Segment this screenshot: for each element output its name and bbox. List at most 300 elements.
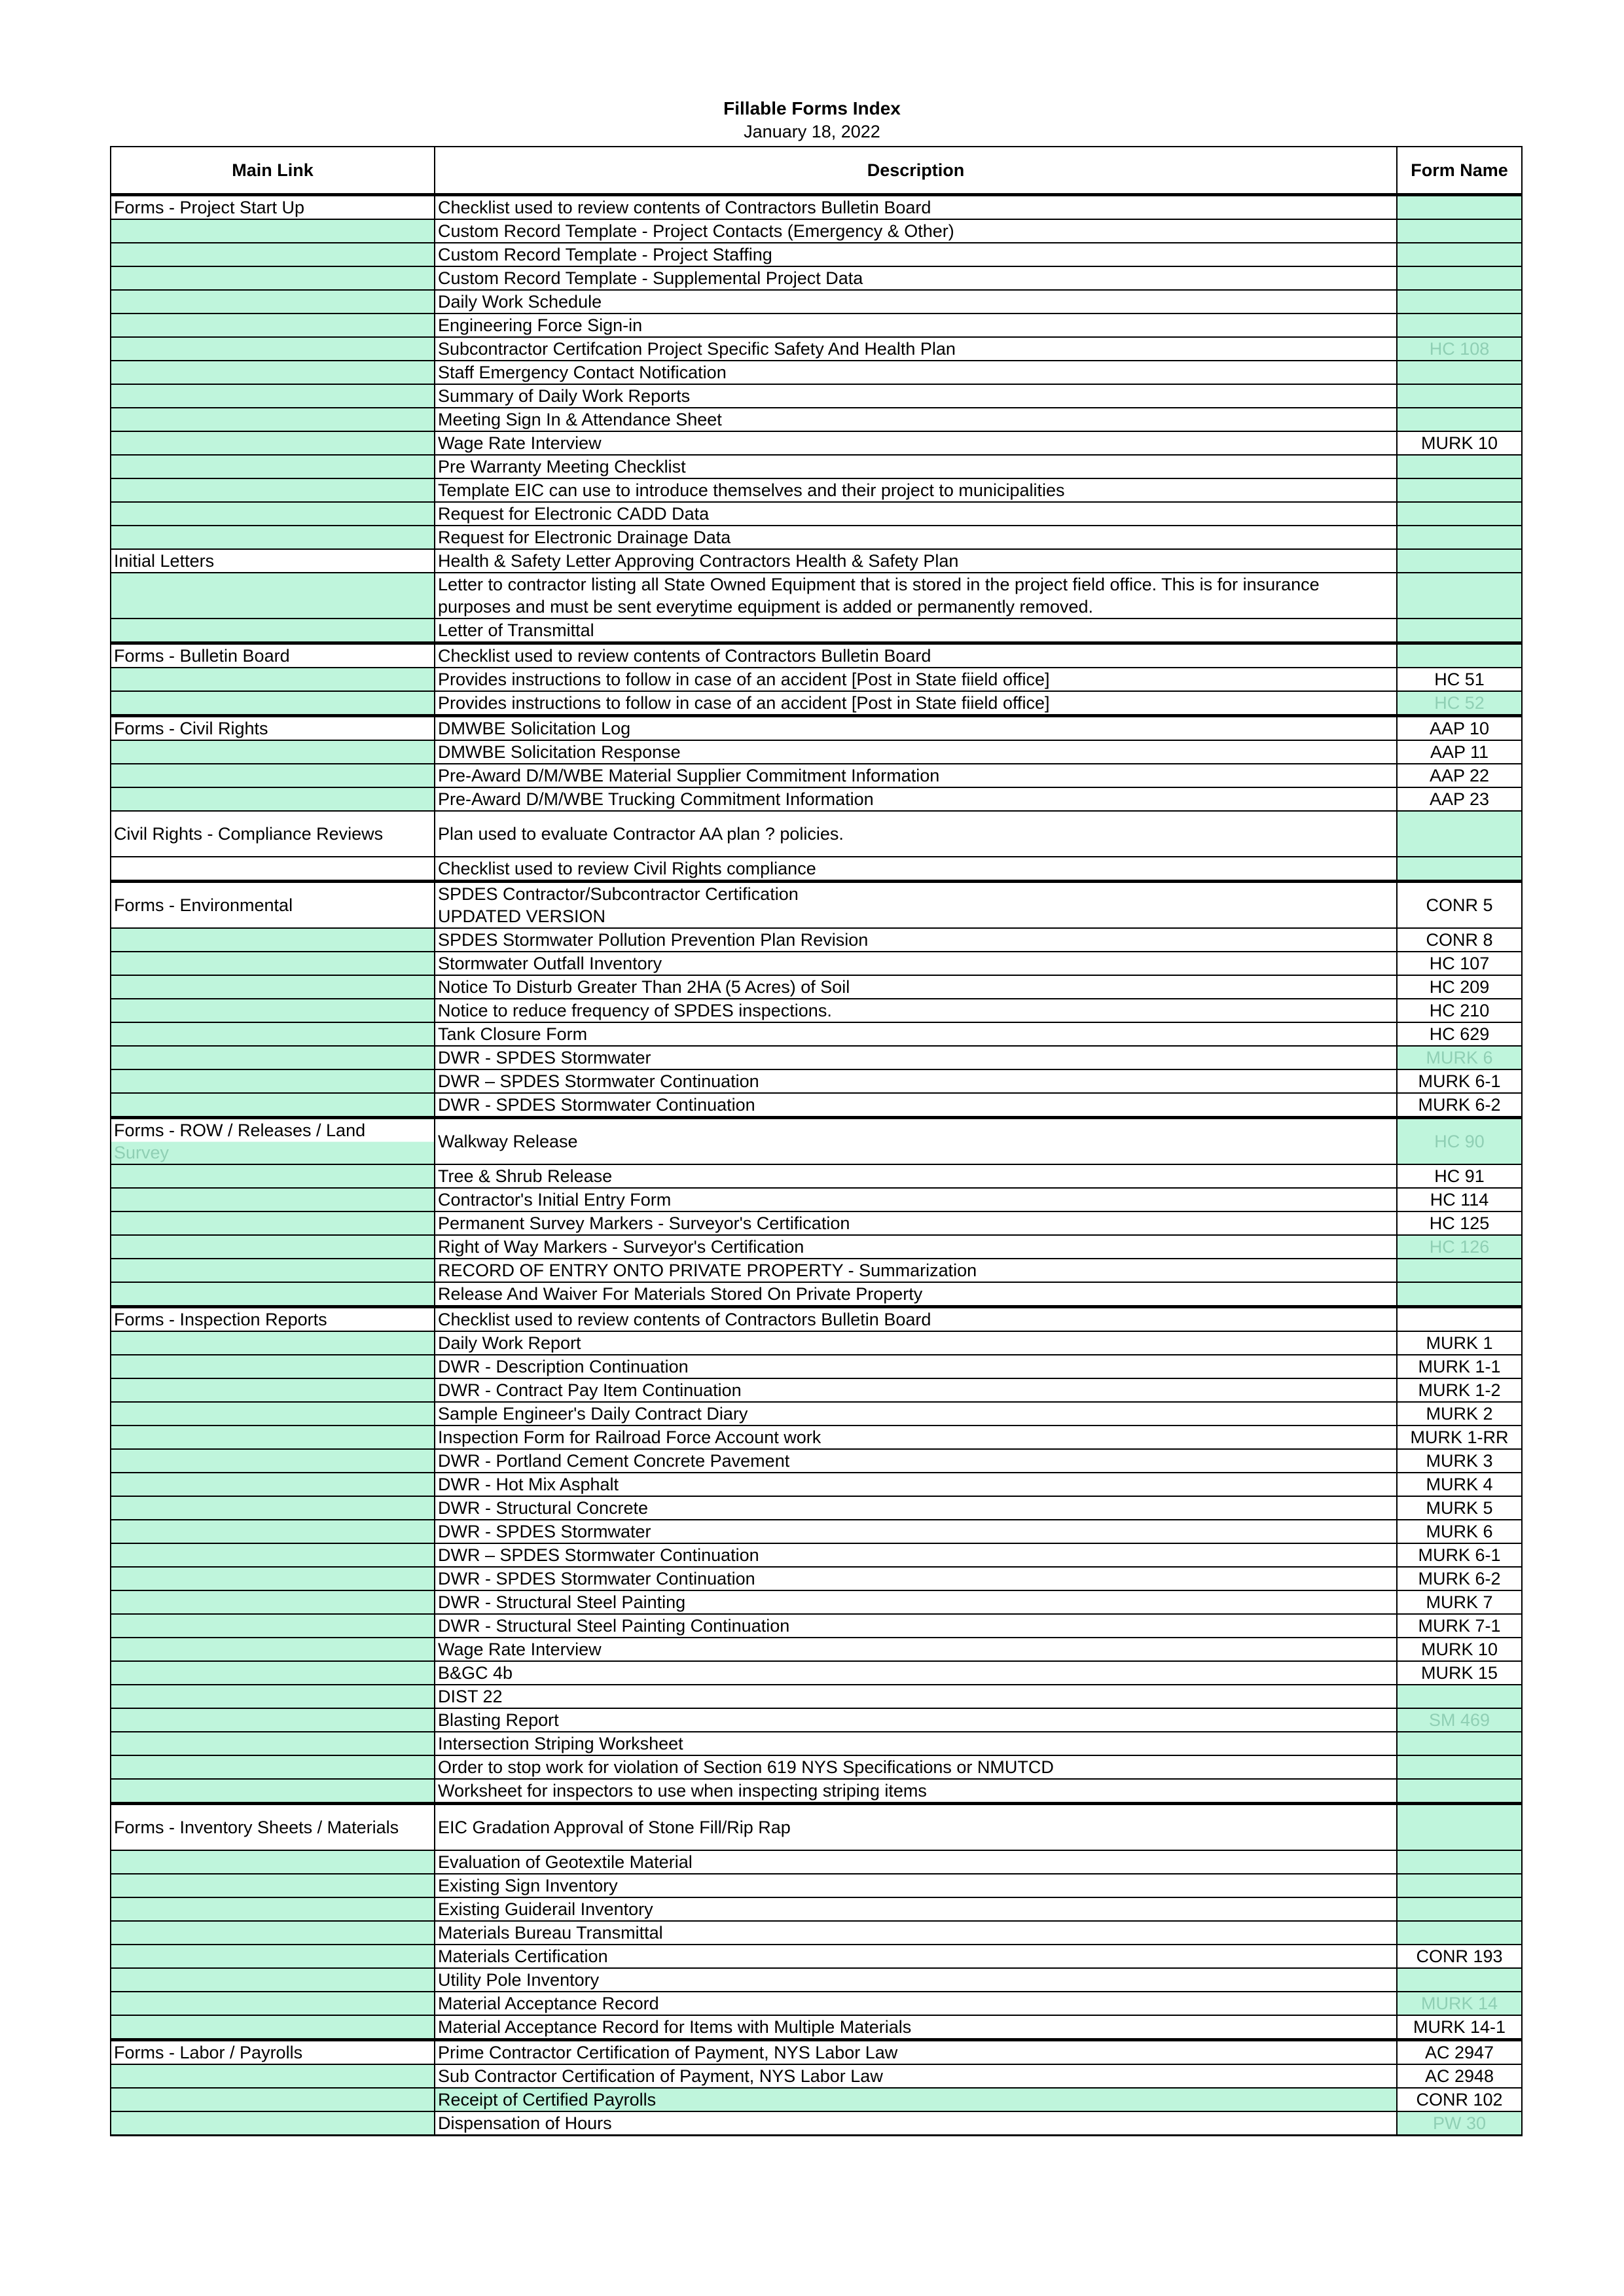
description-text[interactable]: Custom Record Template - Project Contacts (Emergency & Other)	[438, 221, 954, 241]
description-cell[interactable]	[435, 1402, 1397, 1426]
form-name-cell[interactable]	[1397, 2015, 1522, 2040]
description-cell[interactable]	[435, 1567, 1397, 1590]
form-name-cell[interactable]	[1397, 1355, 1522, 1378]
description-text[interactable]: SPDES Stormwater Pollution Prevention Plan Revision	[438, 930, 869, 950]
form-name-cell[interactable]	[1397, 2040, 1522, 2065]
form-name-text[interactable]: MURK 7	[1426, 1592, 1493, 1612]
description-text[interactable]: RECORD OF ENTRY ONTO PRIVATE PROPERTY - Summarization	[438, 1261, 977, 1280]
description-text[interactable]: Existing Sign Inventory	[438, 1876, 618, 1895]
description-cell[interactable]	[435, 2111, 1397, 2136]
description-text[interactable]: DWR - Portland Cement Concrete Pavement	[438, 1451, 790, 1471]
description-text[interactable]: Stormwater Outfall Inventory	[438, 954, 662, 973]
description-cell[interactable]	[435, 1378, 1397, 1402]
form-name-cell[interactable]	[1397, 1235, 1522, 1259]
description-text[interactable]: DWR – SPDES Stormwater Continuation	[438, 1071, 759, 1091]
description-text[interactable]: DWR - SPDES Stormwater Continuation	[438, 1095, 755, 1115]
form-name-cell[interactable]	[1397, 1164, 1522, 1188]
description-text[interactable]: DWR - Structural Concrete	[438, 1498, 649, 1518]
form-name-text[interactable]: AC 2948	[1424, 2066, 1494, 2086]
description-text[interactable]: Checklist used to review Civil Rights compliance	[438, 859, 816, 878]
main-link-text[interactable]: Civil Rights - Compliance Reviews	[114, 824, 384, 844]
description-text[interactable]: Letter of Transmittal	[438, 620, 594, 640]
form-name-text[interactable]: AAP 23	[1429, 789, 1490, 809]
table-row	[111, 1449, 1522, 1473]
form-name-cell[interactable]	[1397, 1945, 1522, 1968]
form-name-text[interactable]: HC 91	[1434, 1166, 1485, 1186]
description-cell[interactable]	[435, 1590, 1397, 1614]
description-text[interactable]: DWR - SPDES Stormwater	[438, 1048, 651, 1067]
main-link-cell	[111, 1567, 435, 1590]
table-row	[111, 1402, 1522, 1426]
main-link-cell	[111, 1259, 435, 1282]
form-name-text[interactable]: AAP 22	[1429, 766, 1490, 785]
description-text[interactable]: Sample Engineer's Daily Contract Diary	[438, 1404, 748, 1424]
description-text[interactable]: Template EIC can use to introduce themselves and their project to municipalities	[438, 480, 1065, 500]
description-cell[interactable]	[435, 1850, 1397, 1874]
form-name-cell[interactable]	[1397, 787, 1522, 811]
description-text[interactable]: Provides instructions to follow in case of an accident [Post in State fiield office]	[438, 693, 1050, 713]
form-name-text[interactable]: MURK 14-1	[1413, 2017, 1506, 2037]
description-text[interactable]: Subcontractor Certifcation Project Specific Safety And Health Plan	[438, 339, 956, 359]
form-name-text[interactable]: MURK 5	[1426, 1498, 1493, 1518]
form-name-text[interactable]: HC 629	[1429, 1024, 1490, 1044]
form-name-cell[interactable]	[1397, 1992, 1522, 2015]
form-name-text[interactable]: AC 2947	[1424, 2043, 1494, 2062]
form-name-text[interactable]: MURK 6-2	[1418, 1569, 1501, 1588]
form-name-text[interactable]: HC 90	[1434, 1132, 1485, 1151]
description-cell[interactable]	[435, 716, 1397, 741]
form-name-cell	[1397, 643, 1522, 668]
form-name-cell[interactable]	[1397, 1590, 1522, 1614]
description-text[interactable]: DWR - Structural Steel Painting Continuation	[438, 1616, 790, 1636]
description-text[interactable]: Custom Record Template - Supplemental Project Data	[438, 268, 863, 288]
description-cell[interactable]	[435, 1093, 1397, 1118]
form-name-cell	[1397, 1307, 1522, 1332]
description-text[interactable]: Request for Electronic Drainage Data	[438, 528, 731, 547]
description-text[interactable]: Receipt of Certified Payrolls	[438, 2090, 657, 2109]
description-text[interactable]: Prime Contractor Certification of Payment, NYS Labor Law	[438, 2043, 898, 2062]
description-cell[interactable]	[435, 1685, 1397, 1708]
description-cell[interactable]	[435, 384, 1397, 408]
description-text[interactable]: Daily Work Report	[438, 1333, 581, 1353]
main-link-text[interactable]: Forms - Project Start Up	[114, 198, 305, 217]
form-name-cell	[1397, 619, 1522, 643]
form-name-text[interactable]: AAP 10	[1429, 719, 1490, 738]
form-name-cell[interactable]	[1397, 1331, 1522, 1355]
description-text[interactable]: Evaluation of Geotextile Material	[438, 1852, 693, 1872]
description-cell[interactable]	[435, 1282, 1397, 1307]
form-name-text[interactable]: MURK 10	[1420, 433, 1498, 453]
description-text[interactable]: Materials Bureau Transmittal	[438, 1923, 663, 1943]
form-name-text[interactable]: CONR 102	[1416, 2090, 1503, 2109]
description-cell[interactable]	[435, 1945, 1397, 1968]
table-row	[111, 1331, 1522, 1355]
form-name-text[interactable]: MURK 4	[1426, 1475, 1493, 1494]
description-text[interactable]: Pre-Award D/M/WBE Material Supplier Commitment Information	[438, 766, 940, 785]
description-cell[interactable]	[435, 1874, 1397, 1897]
description-cell[interactable]	[435, 1164, 1397, 1188]
description-text[interactable]: Dispensation of Hours	[438, 2113, 612, 2133]
description-cell[interactable]	[435, 857, 1397, 882]
description-text[interactable]: DWR - Description Continuation	[438, 1357, 689, 1376]
description-text[interactable]: Blasting Report	[438, 1710, 559, 1730]
form-name-cell[interactable]	[1397, 975, 1522, 999]
form-name-text[interactable]: MURK 6	[1426, 1522, 1493, 1541]
description-text[interactable]: Material Acceptance Record for Items with Multiple Materials	[438, 2017, 912, 2037]
description-text[interactable]: Pre-Award D/M/WBE Trucking Commitment Information	[438, 789, 874, 809]
description-cell[interactable]	[435, 573, 1397, 619]
description-cell[interactable]	[435, 478, 1397, 502]
form-name-text[interactable]: MURK 2	[1426, 1404, 1493, 1424]
description-cell[interactable]	[435, 549, 1397, 573]
description-cell[interactable]	[435, 1069, 1397, 1093]
main-link-cell[interactable]	[111, 549, 435, 573]
description-cell[interactable]	[435, 1708, 1397, 1732]
description-cell[interactable]	[435, 502, 1397, 526]
description-text[interactable]: Checklist used to review contents of Contractors Bulletin Board	[438, 646, 931, 666]
description-cell[interactable]	[435, 1520, 1397, 1543]
main-link-text[interactable]: Forms - Environmental	[114, 895, 293, 915]
description-cell[interactable]	[435, 2015, 1397, 2040]
description-cell[interactable]	[435, 952, 1397, 975]
description-cell[interactable]	[435, 266, 1397, 290]
form-name-cell	[1397, 314, 1522, 337]
description-cell[interactable]	[435, 408, 1397, 431]
form-name-cell[interactable]	[1397, 1614, 1522, 1638]
main-link-cell[interactable]	[111, 716, 435, 741]
description-cell[interactable]	[435, 1897, 1397, 1921]
form-name-text[interactable]: MURK 15	[1420, 1663, 1498, 1683]
description-text[interactable]: Intersection Striping Worksheet	[438, 1734, 683, 1753]
description-text[interactable]: DWR - Contract Pay Item Continuation	[438, 1380, 742, 1400]
description-cell[interactable]	[435, 1118, 1397, 1165]
description-cell[interactable]	[435, 337, 1397, 361]
description-text[interactable]: Utility Pole Inventory	[438, 1970, 600, 1990]
description-cell[interactable]	[435, 2088, 1397, 2111]
form-name-text[interactable]: HC 108	[1429, 339, 1490, 359]
form-name-cell[interactable]	[1397, 1473, 1522, 1496]
description-cell[interactable]	[435, 1992, 1397, 2015]
description-cell[interactable]	[435, 2040, 1397, 2065]
description-cell[interactable]	[435, 1449, 1397, 1473]
form-name-cell[interactable]	[1397, 2111, 1522, 2136]
form-name-cell[interactable]	[1397, 691, 1522, 716]
form-name-cell[interactable]	[1397, 2064, 1522, 2088]
form-name-text[interactable]: MURK 6-2	[1418, 1095, 1501, 1115]
main-link-text[interactable]: Forms - Inspection Reports	[114, 1310, 327, 1329]
form-name-cell[interactable]	[1397, 882, 1522, 929]
description-cell[interactable]	[435, 1496, 1397, 1520]
description-cell[interactable]	[435, 1638, 1397, 1661]
description-text[interactable]: Meeting Sign In & Attendance Sheet	[438, 410, 722, 429]
description-text[interactable]: Tree & Shrub Release	[438, 1166, 613, 1186]
description-cell[interactable]	[435, 999, 1397, 1022]
main-link-cell[interactable]	[111, 1307, 435, 1332]
table-row	[111, 1992, 1522, 2015]
main-link-cell	[111, 1093, 435, 1118]
main-link-text[interactable]: Forms - Bulletin Board	[114, 646, 290, 666]
description-cell[interactable]	[435, 1473, 1397, 1496]
main-link-cell	[111, 1590, 435, 1614]
description-text[interactable]: Custom Record Template - Project Staffing	[438, 245, 772, 264]
form-name-cell[interactable]	[1397, 740, 1522, 764]
description-cell[interactable]	[435, 526, 1397, 549]
table-row	[111, 526, 1522, 549]
description-text[interactable]: UPDATED VERSION	[438, 906, 606, 926]
form-name-cell[interactable]	[1397, 1118, 1522, 1165]
description-cell[interactable]	[435, 668, 1397, 691]
description-text[interactable]: Staff Emergency Contact Notification	[438, 363, 727, 382]
form-name-cell[interactable]	[1397, 1661, 1522, 1685]
description-cell[interactable]	[435, 1046, 1397, 1069]
table-row	[111, 764, 1522, 787]
form-name-cell[interactable]	[1397, 1638, 1522, 1661]
description-cell[interactable]	[435, 740, 1397, 764]
description-cell[interactable]	[435, 1307, 1397, 1332]
description-cell[interactable]	[435, 1779, 1397, 1804]
description-cell[interactable]	[435, 811, 1397, 857]
description-cell[interactable]	[435, 243, 1397, 266]
form-name-text[interactable]: AAP 11	[1430, 742, 1489, 762]
description-text[interactable]: Checklist used to review contents of Contractors Bulletin Board	[438, 1310, 931, 1329]
form-name-cell[interactable]	[1397, 1426, 1522, 1449]
description-text[interactable]: Sub Contractor Certification of Payment, NYS Labor Law	[438, 2066, 883, 2086]
description-text[interactable]: Wage Rate Interview	[438, 433, 602, 453]
description-text[interactable]: B&GC 4b	[438, 1663, 513, 1683]
form-name-cell[interactable]	[1397, 928, 1522, 952]
description-text[interactable]: Permanent Survey Markers - Surveyor's Certification	[438, 1213, 850, 1233]
description-cell[interactable]	[435, 1235, 1397, 1259]
form-name-cell	[1397, 1850, 1522, 1874]
description-text[interactable]: Materials Certification	[438, 1946, 608, 1966]
form-name-cell[interactable]	[1397, 1211, 1522, 1235]
main-link-cell[interactable]	[111, 1804, 435, 1851]
form-name-text[interactable]: MURK 1-RR	[1410, 1427, 1509, 1447]
main-link-cell[interactable]	[111, 643, 435, 668]
main-link-cell	[111, 1685, 435, 1708]
description-cell[interactable]	[435, 1426, 1397, 1449]
form-name-text[interactable]: HC 52	[1434, 693, 1485, 713]
description-cell[interactable]	[435, 1755, 1397, 1779]
description-text[interactable]: Checklist used to review contents of Contractors Bulletin Board	[438, 198, 931, 217]
form-name-text[interactable]: MURK 10	[1420, 1640, 1498, 1659]
description-text[interactable]: Notice To Disturb Greater Than 2HA (5 Acres) of Soil	[438, 977, 850, 997]
description-text[interactable]: Notice to reduce frequency of SPDES inspections.	[438, 1001, 832, 1020]
form-name-text[interactable]: PW 30	[1432, 2113, 1487, 2133]
form-name-cell[interactable]	[1397, 1188, 1522, 1211]
description-cell[interactable]	[435, 1331, 1397, 1355]
form-name-text[interactable]: MURK 6-1	[1418, 1545, 1501, 1565]
description-text[interactable]: DIST 22	[438, 1687, 503, 1706]
form-name-cell[interactable]	[1397, 1567, 1522, 1590]
description-cell[interactable]	[435, 290, 1397, 314]
description-text[interactable]: DWR - SPDES Stormwater Continuation	[438, 1569, 755, 1588]
main-link-text-continued[interactable]: Survey	[114, 1143, 170, 1162]
description-cell[interactable]	[435, 1355, 1397, 1378]
description-cell[interactable]	[435, 1804, 1397, 1851]
form-name-text[interactable]: HC 125	[1429, 1213, 1490, 1233]
description-text[interactable]: Provides instructions to follow in case of an accident [Post in State fiield office]	[438, 670, 1050, 689]
form-name-cell[interactable]	[1397, 668, 1522, 691]
form-name-text[interactable]: MURK 1-2	[1418, 1380, 1501, 1400]
description-text[interactable]: Health & Safety Letter Approving Contractors Health & Safety Plan	[438, 551, 959, 571]
description-cell[interactable]	[435, 1614, 1397, 1638]
main-link-cell	[111, 1968, 435, 1992]
description-text[interactable]: Request for Electronic CADD Data	[438, 504, 710, 524]
form-name-text[interactable]: HC 51	[1434, 670, 1485, 689]
form-name-text[interactable]: SM 469	[1428, 1710, 1490, 1730]
main-link-cell[interactable]	[111, 811, 435, 857]
main-link-cell	[111, 526, 435, 549]
description-cell[interactable]	[435, 314, 1397, 337]
main-link-cell	[111, 1779, 435, 1804]
description-text[interactable]: Order to stop work for violation of Section 619 NYS Specifications or NMUTCD	[438, 1757, 1054, 1777]
description-cell[interactable]	[435, 219, 1397, 243]
description-text[interactable]: DWR – SPDES Stormwater Continuation	[438, 1545, 759, 1565]
description-cell[interactable]	[435, 1211, 1397, 1235]
form-name-cell	[1397, 455, 1522, 478]
description-cell[interactable]	[435, 455, 1397, 478]
form-name-text[interactable]: HC 107	[1429, 954, 1490, 973]
description-text[interactable]: Release And Waiver For Materials Stored On Private Property	[438, 1284, 923, 1304]
description-cell[interactable]	[435, 643, 1397, 668]
form-name-cell[interactable]	[1397, 952, 1522, 975]
form-name-cell[interactable]	[1397, 2088, 1522, 2111]
description-text[interactable]: DWR - Hot Mix Asphalt	[438, 1475, 619, 1494]
description-cell[interactable]	[435, 1188, 1397, 1211]
form-name-text[interactable]: CONR 193	[1416, 1946, 1503, 1966]
form-name-cell[interactable]	[1397, 1543, 1522, 1567]
form-name-cell[interactable]	[1397, 1708, 1522, 1732]
description-cell[interactable]	[435, 431, 1397, 455]
description-text[interactable]: Worksheet for inspectors to use when inspecting striping items	[438, 1781, 927, 1801]
form-name-text[interactable]: HC 126	[1429, 1237, 1490, 1257]
description-cell[interactable]	[435, 1022, 1397, 1046]
description-text[interactable]: Pre Warranty Meeting Checklist	[438, 457, 686, 476]
description-cell[interactable]	[435, 1968, 1397, 1992]
description-text[interactable]: Tank Closure Form	[438, 1024, 588, 1044]
description-text[interactable]: Summary of Daily Work Reports	[438, 386, 691, 406]
description-text[interactable]: Wage Rate Interview	[438, 1640, 602, 1659]
description-text[interactable]: Walkway Release	[438, 1132, 578, 1151]
form-name-text[interactable]: HC 114	[1430, 1190, 1489, 1210]
main-link-cell	[111, 1496, 435, 1520]
description-text[interactable]: Inspection Form for Railroad Force Account work	[438, 1427, 821, 1447]
table-row	[111, 1473, 1522, 1496]
description-text[interactable]: Letter to contractor listing all State Owned Equipment that is stored in the project field office. This is for insurance purposes and must be sent everytime equipment is added or permanently removed.	[438, 575, 1320, 617]
table-row	[111, 1945, 1522, 1968]
description-text[interactable]: Engineering Force Sign-in	[438, 315, 643, 335]
main-link-cell	[111, 928, 435, 952]
description-text[interactable]: SPDES Contractor/Subcontractor Certification	[438, 884, 799, 904]
description-text[interactable]: DWR - Structural Steel Painting	[438, 1592, 686, 1612]
form-name-text[interactable]: MURK 6-1	[1418, 1071, 1501, 1091]
form-name-cell	[1397, 1779, 1522, 1804]
description-cell[interactable]	[435, 975, 1397, 999]
document-title: Fillable Forms Index	[723, 98, 901, 118]
form-name-text[interactable]: MURK 6	[1426, 1048, 1493, 1067]
description-text[interactable]: EIC Gradation Approval of Stone Fill/Rip Rap	[438, 1818, 791, 1837]
description-cell[interactable]	[435, 1732, 1397, 1755]
main-link-cell[interactable]	[111, 882, 435, 929]
form-name-cell[interactable]	[1397, 1402, 1522, 1426]
main-link-cell[interactable]	[111, 2040, 435, 2065]
description-text[interactable]: DMWBE Solicitation Response	[438, 742, 681, 762]
form-name-cell[interactable]	[1397, 1046, 1522, 1069]
form-name-text[interactable]: MURK 1	[1426, 1333, 1493, 1353]
form-name-cell[interactable]	[1397, 1069, 1522, 1093]
form-name-text[interactable]: HC 210	[1429, 1001, 1490, 1020]
table-row	[111, 1543, 1522, 1567]
description-text[interactable]: DWR - SPDES Stormwater	[438, 1522, 651, 1541]
form-name-text[interactable]: CONR 5	[1426, 895, 1493, 915]
description-cell[interactable]	[435, 764, 1397, 787]
table-row	[111, 668, 1522, 691]
description-cell[interactable]	[435, 928, 1397, 952]
form-name-cell	[1397, 1968, 1522, 1992]
description-cell[interactable]	[435, 882, 1397, 929]
description-cell[interactable]	[435, 1661, 1397, 1685]
description-text[interactable]: Contractor's Initial Entry Form	[438, 1190, 672, 1210]
form-name-text[interactable]: CONR 8	[1426, 930, 1493, 950]
description-text[interactable]: Plan used to evaluate Contractor AA plan ? policies.	[438, 824, 844, 844]
form-name-cell[interactable]	[1397, 1449, 1522, 1473]
description-cell[interactable]	[435, 691, 1397, 716]
description-text[interactable]: Daily Work Schedule	[438, 292, 602, 312]
table-row	[111, 1732, 1522, 1755]
form-name-text[interactable]: HC 209	[1429, 977, 1490, 997]
description-text[interactable]: Existing Guiderail Inventory	[438, 1899, 653, 1919]
form-name-cell[interactable]	[1397, 1093, 1522, 1118]
description-text[interactable]: DMWBE Solicitation Log	[438, 719, 631, 738]
form-name-text[interactable]: MURK 14	[1420, 1994, 1498, 2013]
description-cell[interactable]	[435, 361, 1397, 384]
description-cell[interactable]	[435, 195, 1397, 220]
description-cell[interactable]	[435, 2064, 1397, 2088]
description-cell[interactable]	[435, 619, 1397, 643]
form-name-cell[interactable]	[1397, 1378, 1522, 1402]
main-link-cell	[111, 1426, 435, 1449]
form-name-cell[interactable]	[1397, 716, 1522, 741]
description-cell[interactable]	[435, 1259, 1397, 1282]
form-name-text[interactable]: MURK 7-1	[1418, 1616, 1501, 1636]
form-name-cell[interactable]	[1397, 1022, 1522, 1046]
form-name-cell[interactable]	[1397, 764, 1522, 787]
table-row	[111, 573, 1522, 619]
form-name-cell[interactable]	[1397, 1496, 1522, 1520]
description-cell[interactable]	[435, 1543, 1397, 1567]
description-text[interactable]: Right of Way Markers - Surveyor's Certification	[438, 1237, 804, 1257]
description-text[interactable]: Material Acceptance Record	[438, 1994, 659, 2013]
form-name-text[interactable]: MURK 3	[1426, 1451, 1493, 1471]
main-link-cell	[111, 1708, 435, 1732]
form-name-cell[interactable]	[1397, 1520, 1522, 1543]
description-cell[interactable]	[435, 1921, 1397, 1945]
main-link-text[interactable]: Forms - Inventory Sheets / Materials	[114, 1818, 399, 1837]
form-name-cell[interactable]	[1397, 337, 1522, 361]
main-link-text[interactable]: Initial Letters	[114, 551, 215, 571]
main-link-text[interactable]: Forms - Civil Rights	[114, 719, 268, 738]
table-row	[111, 1188, 1522, 1211]
main-link-cell[interactable]	[111, 195, 435, 220]
form-name-cell[interactable]	[1397, 999, 1522, 1022]
form-name-cell[interactable]	[1397, 431, 1522, 455]
main-link-cell[interactable]	[111, 1118, 435, 1165]
form-name-text[interactable]: MURK 1-1	[1418, 1357, 1501, 1376]
main-link-text[interactable]: Forms - Labor / Payrolls	[114, 2043, 303, 2062]
description-cell[interactable]	[435, 787, 1397, 811]
main-link-text[interactable]: Forms - ROW / Releases / Land	[114, 1121, 366, 1140]
